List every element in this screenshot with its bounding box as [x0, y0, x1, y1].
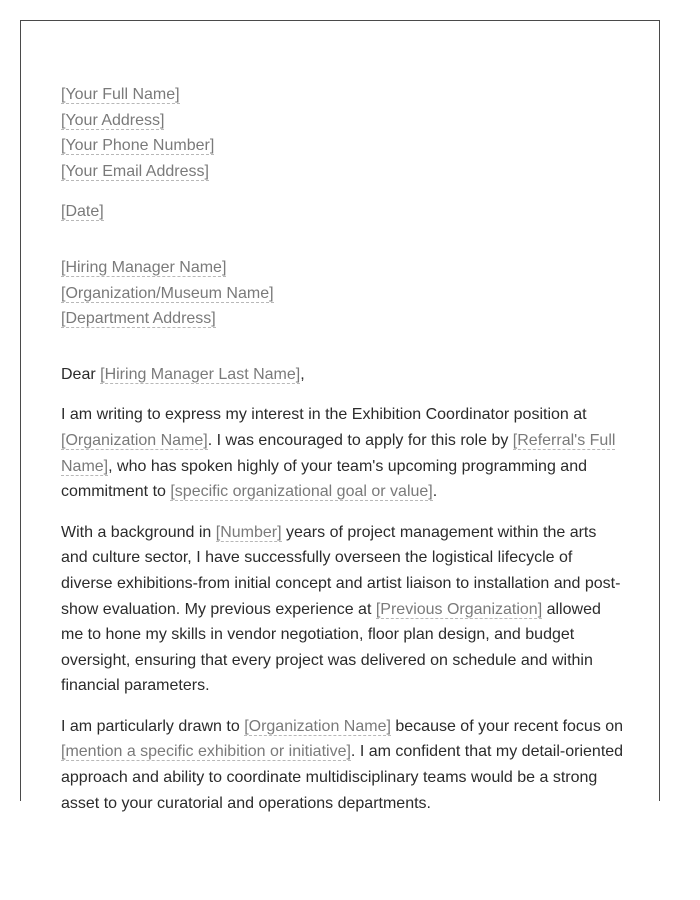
p3-organization-placeholder[interactable]: [Organization Name] — [244, 717, 391, 735]
p1-text-1: I am writing to express my interest in the Exhibition Coordinator position at — [61, 406, 587, 424]
p2-text-2: years of project management within the arts and culture sector, I have successfully overseen the logistical lifecycle of diverse exhibitions-from initial concept and artist liaison to installation and post-show evaluation. My previous experience at — [61, 523, 621, 618]
sender-address-placeholder[interactable]: [Your Address] — [61, 111, 165, 129]
p2-previous-org-placeholder[interactable]: [Previous Organization] — [375, 600, 543, 618]
recipient-department-placeholder[interactable]: [Department Address] — [61, 310, 216, 328]
p1-text-4: . — [432, 483, 438, 501]
sender-name-placeholder[interactable]: [Your Full Name] — [61, 86, 180, 103]
p1-organization-placeholder[interactable]: [Organization Name] — [61, 431, 208, 449]
p2-number-placeholder[interactable]: [Number] — [215, 523, 282, 541]
body-paragraph-2 — [61, 520, 624, 699]
salutation-name-placeholder[interactable]: [Hiring Manager Last Name] — [100, 365, 301, 383]
recipient-manager-placeholder[interactable]: [Hiring Manager Name] — [61, 258, 227, 276]
salutation-prefix: Dear — [61, 365, 101, 383]
salutation — [61, 362, 624, 388]
date-placeholder[interactable]: [Date] — [61, 203, 104, 221]
p2-text-1: With a background in — [61, 523, 216, 541]
salutation-suffix: , — [300, 365, 305, 383]
p1-text-2: . I was encouraged to apply for this role by — [207, 431, 513, 449]
body-paragraph-1 — [61, 402, 624, 504]
p2-text-3: allowed me to hone my skills in vendor negotiation, floor plan design, and budget oversight, ensuring that every project was delivered on schedule and within financial parameters. — [61, 600, 601, 695]
sender-block — [61, 82, 624, 184]
letter-page — [20, 20, 660, 812]
letter-content — [61, 82, 624, 816]
date-block — [61, 199, 624, 225]
sender-email-placeholder[interactable]: [Your Email Address] — [61, 162, 209, 180]
sender-phone-placeholder[interactable]: [Your Phone Number] — [61, 137, 215, 155]
recipient-block — [61, 255, 624, 332]
p3-initiative-placeholder[interactable]: [mention a specific exhibition or initiative] — [61, 743, 351, 761]
p3-text-2: because of your recent focus on — [390, 717, 624, 735]
p1-referral-placeholder[interactable]: [Referral's Full Name] — [61, 431, 616, 475]
body-paragraph-3 — [61, 714, 624, 816]
p1-text-3: , who has spoken highly of your team's upcoming programming and commitment to — [61, 457, 587, 501]
p3-text-3: . I am confident that my detail-oriented approach and ability to coordinate multidisciplinary teams would be a strong asset to your curatorial and operations departments. — [61, 743, 624, 812]
recipient-organization-placeholder[interactable]: [Organization/Museum Name] — [61, 284, 274, 302]
p3-text-1: I am particularly drawn to — [61, 717, 245, 735]
p1-goal-placeholder[interactable]: [specific organizational goal or value] — [170, 483, 433, 501]
